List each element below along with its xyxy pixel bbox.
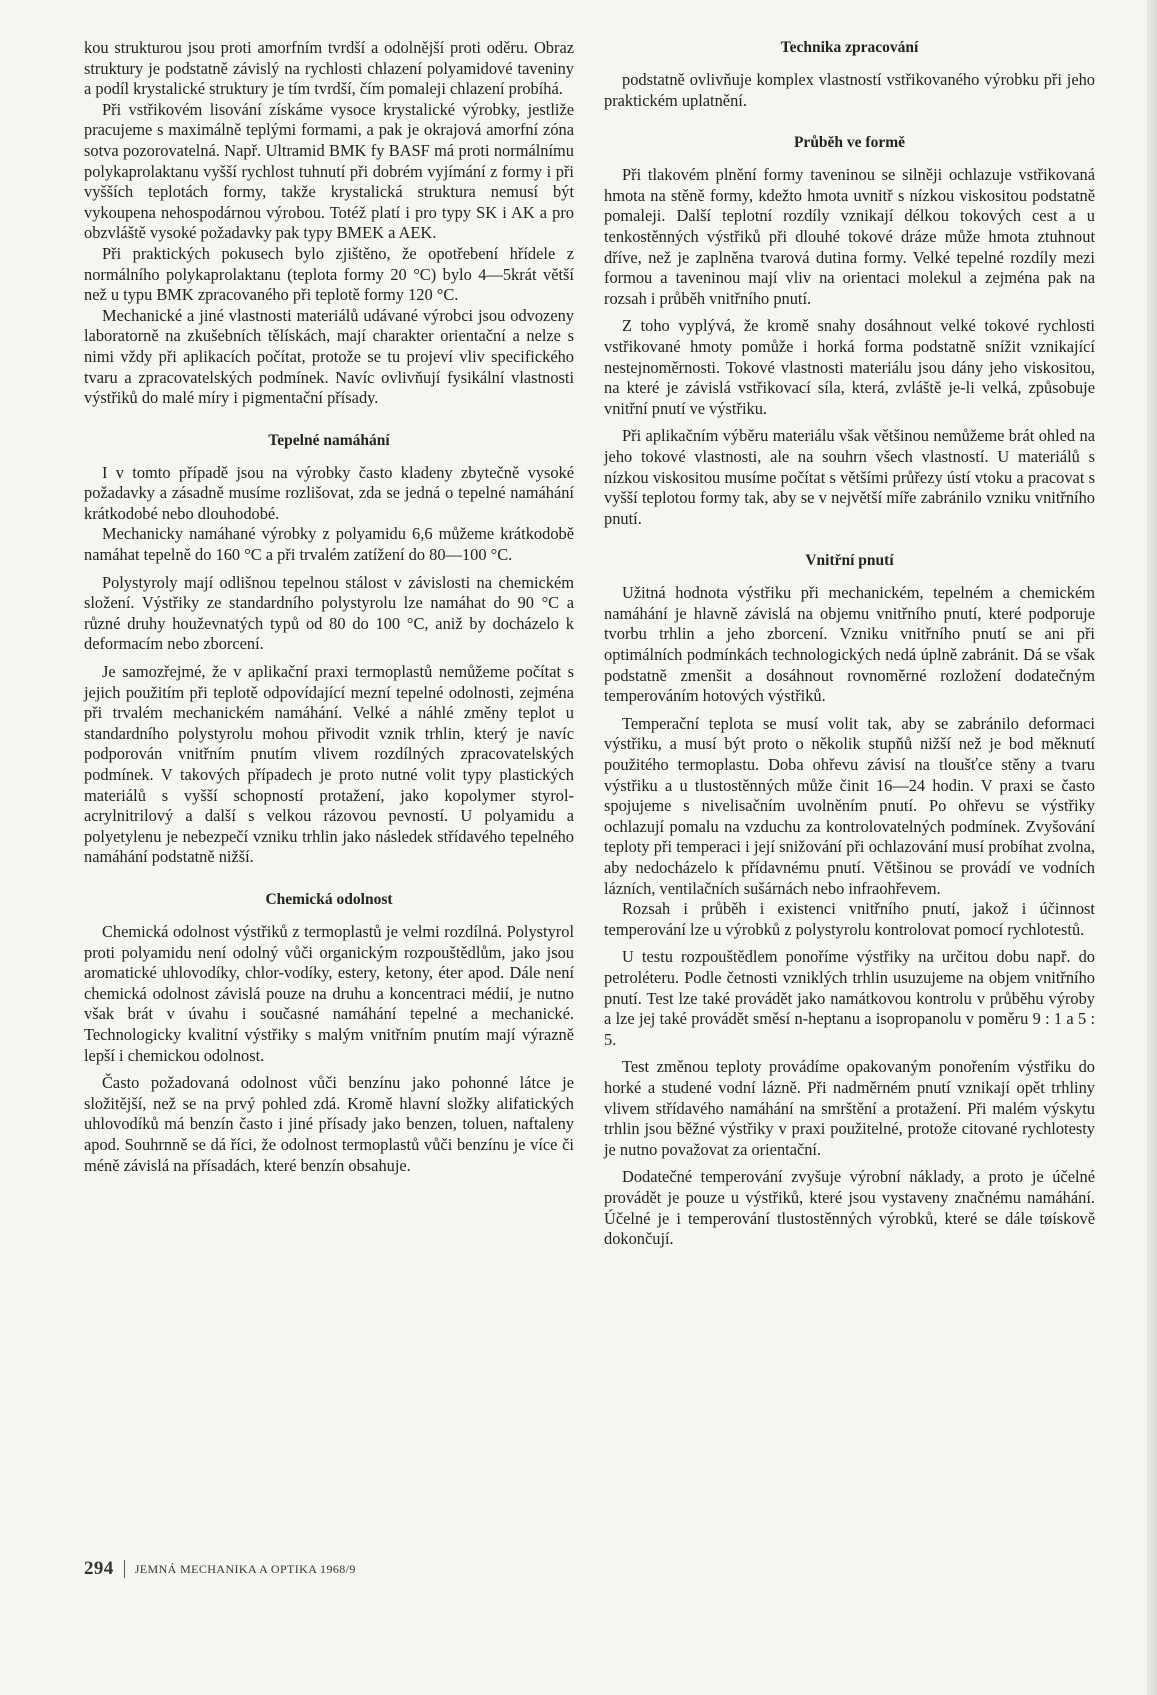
paragraph: Užitná hodnota výstřiku při mechanickém, tepelném a chemickém namáhání je hlavně závislá na objemu vnitřního pnutí, které podporuje tvorbu trhlin a jeho zborcení. Vzniku vnitřního pnutí se ani při optimálních podmínkách technologických nedá úplně zabránit. Dá se však podstatně zmenšit a dosáhnout rovnoměrné rozložení dodatečným temperováním hotových výstřiků. (604, 583, 1095, 706)
page-footer (84, 1558, 356, 1580)
paragraph: Polystyroly mají odlišnou tepelnou stálost v závislosti na chemickém složení. Výstřiky ze standardního polystyrolu lze namáhat do 90 °C a různé druhy houževnatých typů od 80 do 100 °C, aniž by docházelo k deformacím nebo zborcení. (84, 572, 574, 654)
section-heading-processing: Technika zpracování (780, 39, 919, 56)
paragraph: Chemická odolnost výstřiků z termoplastů je velmi rozdílná. Polystyrol proti polyamidu není odolný vůči organickým rozpouštědlům, jako jsou aromatické uhlovodíky, chlor-vodíky, estery, ketony, éter apod. Dále není chemická odolnost závislá pouze na druhu a koncentraci médií, je nutno však brát v úvahu i současné namáhání tepelné a mechanické. Technologicky kvalitní výstřiky s malým vnitřním pnutím mají výrazně lepší i chemickou odolnost. (84, 921, 574, 1065)
paragraph: podstatně ovlivňuje komplex vlastností vstřikovaného výrobku při jeho praktickém uplatnění. (604, 70, 1095, 110)
paragraph: Často požadovaná odolnost vůči benzínu jako pohonné látce je složitější, než se na prvý pohled zdá. Kromě hlavní složky alifatických uhlovodíků má benzín často i jiné přísady jako benzen, toluen, naftaleny apod. Souhrnně se dá říci, že odolnost termoplastů vůči benzínu je více či méně závislá na přísadách, které benzín obsahuje. (84, 1073, 574, 1175)
footer-divider (124, 1560, 125, 1578)
paragraph: U testu rozpouštědlem ponoříme výstřiky na určitou dobu např. do petroléteru. Podle četnosti vzniklých trhlin usuzujeme na objem vnitřního pnutí. Test lze také provádět jako namátkovou kontrolu v průběhu výroby a lze jej také provádět směsí n-heptanu a isopropanolu v poměru 9 : 1 a 5 : 5. (604, 947, 1095, 1049)
right-column (604, 38, 1095, 1250)
paragraph: Rozsah i průběh i existenci vnitřního pnutí, jakož i účinnost temperování lze u výrobků z polystyrolu kontrolovat pomocí rychlotestů. (604, 899, 1095, 939)
page-edge (1147, 0, 1157, 1695)
journal-name: JEMNÁ MECHANIKA A OPTIKA 1968/9 (134, 1561, 356, 1576)
section-heading-thermal: Tepelné namáhání (268, 431, 390, 449)
page-number: 294 (84, 1558, 114, 1579)
paragraph: Je samozřejmé, že v aplikační praxi termoplastů nemůžeme počítat s jejich použitím při teplotě odpovídající mezní tepelné odolnosti, zejména při trvalém mechanickém namáhání. Velké a náhlé změny teplot u standardního polystyrolu mohou přivodit vznik trhlin, který je navíc podporován vnitřním pnutím vlivem rozdílných zpracovatelských podmínek. V takových případech je proto nutné volit typy plastických materiálů s vyšší schopností protažení, jako kopolymer styrol-acrylnitrilový a další s velkou rázovou pevností. U polyamidu a polyetylenu je nebezpečí vzniku trhlin jako následek střídavého tepelného namáhání podstatně nižší. (84, 662, 574, 867)
paragraph: I v tomto případě jsou na výrobky často kladeny zbytečně vysoké požadavky a zásadně musíme rozlišovat, zda se jedná o tepelné namáhání krátkodobé nebo dlouhodobé. (84, 462, 574, 523)
paragraph: Při tlakovém plnění formy taveninou se silněji ochlazuje vstřikovaná hmota na stěně formy, kdežto hmota uvnitř s nízkou viskositou podstatně pomaleji. Další teplotní rozdíly vznikají délkou tokových cest a u tenkostěnných výstřiků při dlouhé tokové dráze může hmota ztuhnout dříve, než je zaplněna tvarová dutina formy. Velké tepelné rozdíly mezi formou a taveninou mají vliv na orientaci molekul a zejména pak na rozsah i průběh vnitřního pnutí. (604, 165, 1095, 308)
paragraph: Temperační teplota se musí volit tak, aby se zabránilo deformaci výstřiku, a musí být proto o několik stupňů nižší než je bod měknutí použitého termoplastu. Doba ohřevu závisí na tloušťce stěny a tvaru výstřiku a u tlustostěnných může činit 16—24 hodin. V praxi se často spojujeme s nivelisačním uvolněním pnutí. Po ohřevu se výstřiky ochlazují pomalu na vzduchu za kontrolovatelných podmínek. Zvyšování teploty při temperaci i její snižování při ochlazování musí probíhat zvolna, aby nedocházelo k přídavnému pnutí. Většinou se provádí ve vodních lázních, ventilačních sušárnách nebo infraohřevem. (604, 713, 1095, 898)
paragraph: Z toho vyplývá, že kromě snahy dosáhnout velké tokové rychlosti vstřikované hmoty pomůže i horká forma podstatně snížit vznikající nestejnoměrnosti. Tokové vlastnosti materiálu jsou dány jeho viskositou, na které je závislá vstřikovací síla, která, zvláště je-li velká, způsobuje vnitřní pnutí ve výstřiku. (604, 316, 1095, 418)
section-heading-mold: Průběh ve formě (793, 134, 906, 152)
paragraph: kou strukturou jsou proti amorfním tvrdší a odolnější proti oděru. Obraz struktury je podstatně závislý na rychlosti chlazení polyamidové taveniny a podíl krystalické struktury je tím tvrdší, čím pomaleji chlazení probíhá. (84, 38, 574, 99)
left-column (84, 38, 574, 1176)
paragraph: Test změnou teploty provádíme opakovaným ponořením výstřiku do horké a studené vodní lázně. Při nadměrném pnutí vznikají opět trhliny vlivem střídavého namáhání na smrštění a protažení. Při malém výskytu trhlin jsou běžné výstřiky v praxi použitelné, protože citované rychlotesty je nutno považovat za orientační. (604, 1057, 1095, 1159)
paragraph: Při aplikačním výběru materiálu však většinou nemůžeme brát ohled na jeho tokové vlastnosti, ale na souhrn všech vlastností. U materiálů s nízkou viskositou musíme počítat s většími průřezy ústí vtoku a pracovat s vyšší teplotou formy tak, aby se v největší míře zabránilo vzniku vnitřního pnutí. (604, 426, 1095, 528)
paragraph: Dodatečné temperování zvyšuje výrobní náklady, a proto je účelné provádět je pouze u výstřiků, které jsou vystaveny značnému namáhání. Účelné je i temperování tlustostěnných výrobků, které se dále tøískově dokončují. (604, 1167, 1095, 1249)
paragraph: Mechanicky namáhané výrobky z polyamidu 6,6 můžeme krátkodobě namáhat tepelně do 160 °C a při trvalém zatížení do 80—100 °C. (84, 524, 574, 565)
paragraph: Mechanické a jiné vlastnosti materiálů udávané výrobci jsou odvozeny laboratorně na zkušebních tělískách, mají charakter orientační a nelze s nimi vždy při aplikacích počítat, protože se tu projeví vliv specifického tvaru a zpracovatelských podmínek. Navíc ovlivňují fysikální vlastnosti výstřiků do malé míry i pigmentační přísady. (84, 305, 574, 408)
paragraph: Při praktických pokusech bylo zjištěno, že opotřebení hřídele z normálního polykaprolaktanu (teplota formy 20 °C) bylo 4—5krát větší než u typu BMK zpracovaného při teplotě formy 120 °C. (84, 243, 574, 305)
section-heading-chemical: Chemická odolnost (265, 890, 393, 908)
section-heading-stress: Vnitřní pnutí (805, 552, 894, 570)
paragraph: Při vstřikovém lisování získáme vysoce krystalické výrobky, jestliže pracujeme s maximálně teplými formami, a pak je okrajová amorfní zóna sotva pozorovatelná. Např. Ultramid BMK fy BASF má proti normálnímu polykaprolaktanu vyšší rychlost tuhnutí při dobrém vyjímání z formy i při vyšších teplotách formy, takže krystalická struktura nemusí být vykoupena nehospodárnou výrobou. Totéž platí i pro typy SK i AK a pro obzvláště vysoké požadavky pak typy BMEK a AEK. (84, 99, 574, 243)
